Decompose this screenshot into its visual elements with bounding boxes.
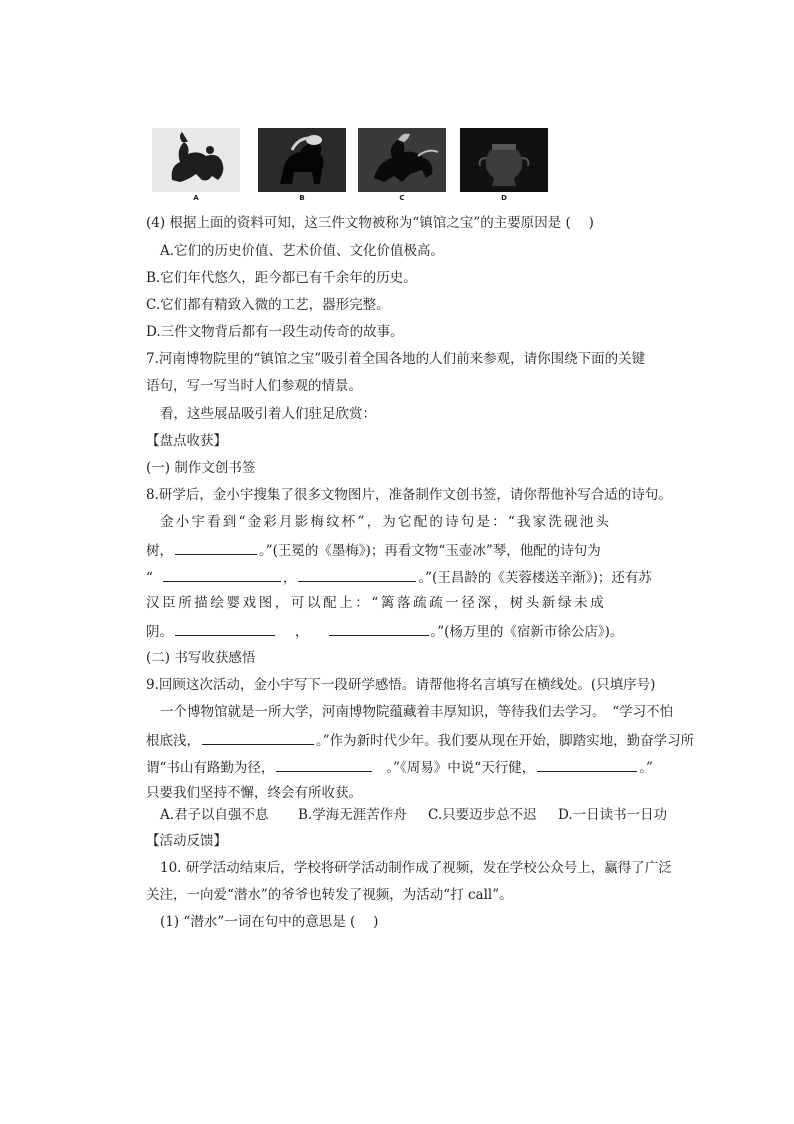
q9-intro: 9.回顾这次活动，金小宇写下一段研学感悟。请帮他将名言填写在横线处。(只填序号) — [146, 677, 656, 693]
q9-line-4 — [146, 757, 653, 777]
q9-choice-c: C.只要迈步总不迟 — [428, 807, 537, 823]
q8-line-6 — [146, 621, 623, 641]
q8-line-4-open-quote: “ — [146, 570, 153, 586]
q4-option-d: D.三件文物背后都有一段生动传奇的故事。 — [146, 324, 404, 340]
q9-line-5: 只要我们坚持不懈，终会有所收获。 — [146, 785, 362, 801]
q9-line-4-tail: 。” — [639, 760, 653, 776]
q8-blank-3[interactable] — [298, 567, 416, 582]
q7-line-1: 7.河南博物院里的“镇馆之宝”吸引着全国各地的人们前来参观，请你围绕下面的关键 — [146, 351, 646, 367]
q8-line-6-tail: 。”(杨万里的《宿新市徐公店》)。 — [430, 624, 624, 640]
artifact-photo-d — [460, 128, 548, 192]
q4-option-b: B.它们年代悠久，距今都已有千余年的历史。 — [146, 270, 417, 286]
artifact-photo-a — [152, 128, 240, 192]
q4-option-a: A.它们的历史价值、艺术价值、文化价值极高。 — [160, 243, 445, 259]
q7-prompt: 看，这些展品吸引着人们驻足欣赏： — [160, 406, 376, 422]
q4-option-c: C.它们都有精致入微的工艺，器形完整。 — [146, 297, 390, 313]
section-feedback-heading: 【活动反馈】 — [146, 833, 227, 849]
q9-line-3-lead: 根底浅， — [146, 733, 200, 749]
q8-blank-5[interactable] — [329, 621, 429, 636]
q8-line-5 — [146, 594, 606, 612]
part1-heading: (一) 制作文创书签 — [146, 460, 256, 476]
q9-blank-2[interactable] — [276, 757, 372, 772]
q8-intro: 8.研学后，金小宇搜集了很多文物图片，准备制作文创书签，请你帮他补写合适的诗句。 — [146, 487, 672, 503]
q9-blank-3[interactable] — [537, 757, 637, 772]
section-summary-heading: 【盘点收获】 — [146, 433, 227, 449]
q8-line-3 — [146, 540, 601, 560]
q8-line-6-lead: 阴。 — [146, 624, 173, 640]
q8-line-6-comma: ， — [295, 624, 309, 640]
q10-line-1: 10. 研学活动结束后，学校将研学活动制作成了视频，发在学校公众号上，赢得了广泛 — [160, 860, 672, 876]
artifact-photos — [152, 128, 552, 208]
q8-line-4-comma: ， — [282, 570, 297, 586]
photo-label-a: A — [193, 194, 199, 202]
q8-line-4 — [146, 567, 652, 587]
q9-line-3-tail: 。”作为新时代少年。我们要从现在开始，脚踏实地，勤奋学习所 — [316, 733, 695, 749]
q8-blank-4[interactable] — [175, 621, 275, 636]
q9-line-4-lead: 谓“书山有路勤为径， — [146, 760, 275, 776]
q8-line-3-lead: 树， — [146, 543, 173, 559]
photo-label-d: D — [501, 194, 507, 202]
q10-line-2: 关注，一向爱“潜水”的爷爷也转发了视频，为活动“打 call”。 — [146, 887, 513, 903]
q7-line-2: 语句，写一写当时人们参观的情景。 — [146, 378, 362, 394]
q9-choice-d: D.一日读书一日功 — [558, 807, 668, 823]
artifact-photo-b — [258, 128, 346, 192]
q9-choice-a: A.君子以自强不息 — [160, 807, 269, 823]
artifact-photo-c — [358, 128, 446, 192]
q8-blank-1[interactable] — [175, 540, 257, 555]
q9-line-2: 一个博物馆就是一所大学，河南博物院蕴藏着丰厚知识，等待我们去学习。 “学习不怕 — [160, 704, 674, 720]
q8-line-5-text: 汉臣所描绘婴戏图，可以配上：“篱落疏疏一径深，树头新绿未成 — [146, 595, 607, 611]
photo-label-b: B — [299, 194, 305, 202]
q8-blank-2[interactable] — [163, 567, 281, 582]
q10-sub-1: (1) “潜水”一词在句中的意思是 ( ) — [160, 914, 379, 930]
photo-label-c: C — [399, 194, 405, 202]
q9-choice-b: B.学海无涯苦作舟 — [298, 807, 407, 823]
q9-line-3 — [146, 730, 694, 750]
q9-line-4-mid: 。”《周易》中说“天行健， — [386, 760, 536, 776]
q8-line-3-tail: 。”(王冕的《墨梅》)；再看文物“玉壶冰”琴，他配的诗句为 — [259, 543, 601, 559]
q8-line-2-text: 金小宇看到“金彩月影梅纹杯”，为它配的诗句是：“我家洗砚池头 — [160, 514, 612, 530]
q8-line-4-tail: 。”(王昌龄的《芙蓉楼送辛渐》)；还有苏 — [418, 570, 652, 586]
q9-blank-1[interactable] — [202, 730, 314, 745]
q4-stem: (4) 根据上面的资料可知，这三件文物被称为“镇馆之宝”的主要原因是 ( ) — [146, 215, 594, 231]
part2-heading: (二) 书写收获感悟 — [146, 650, 256, 666]
q8-line-2 — [160, 513, 670, 531]
